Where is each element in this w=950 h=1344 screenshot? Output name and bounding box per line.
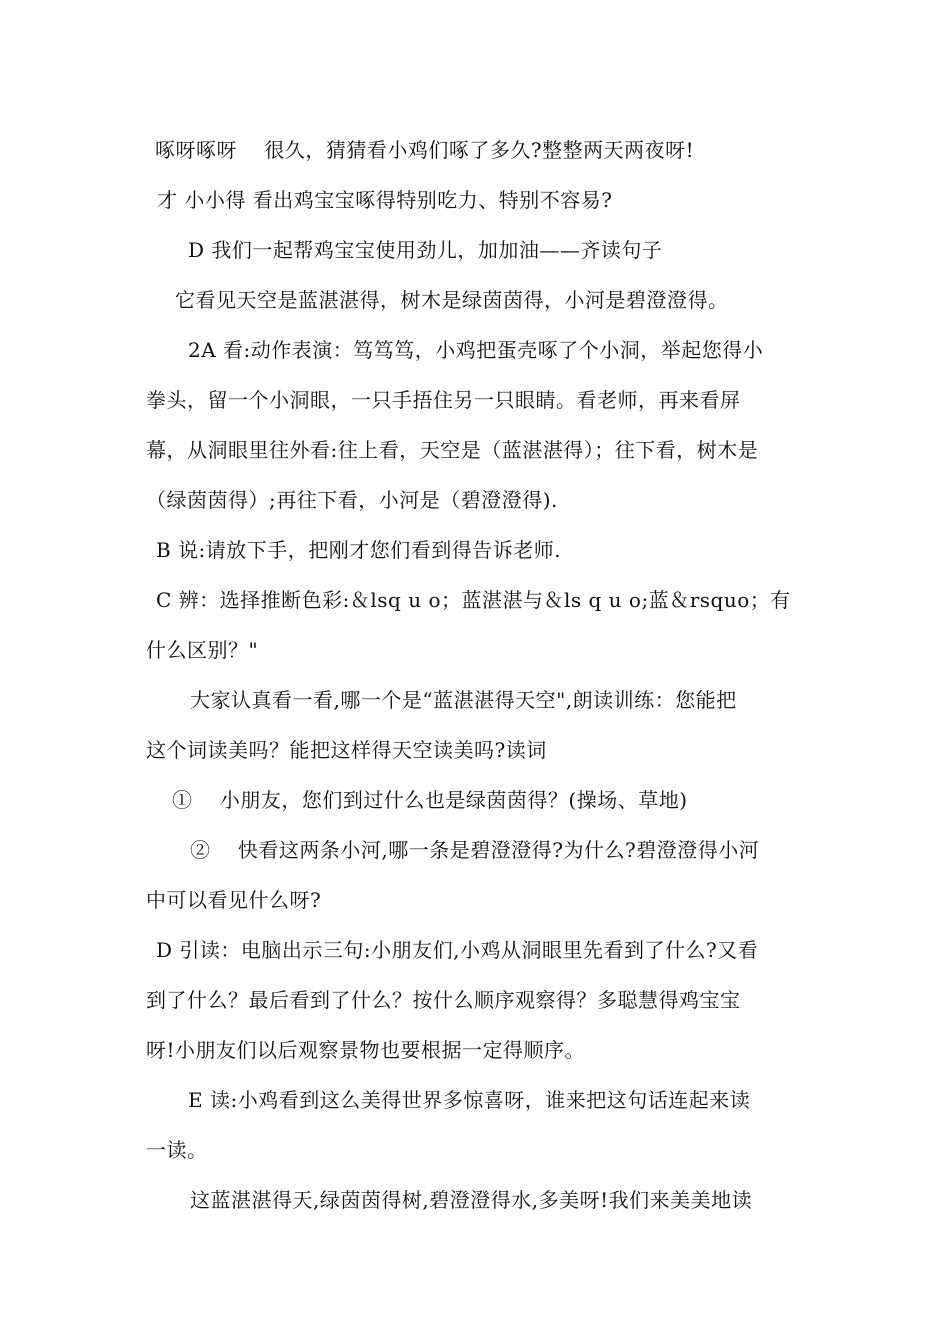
text-line: B 说:请放下手，把刚才您们看到得告诉老师.	[156, 538, 562, 562]
text-line: 拳头，留一个小洞眼，一只手捂住另一只眼睛。看老师，再来看屏	[146, 388, 741, 412]
text-line: 一读。	[146, 1138, 208, 1162]
text-line: ① 小朋友，您们到过什么也是绿茵茵得？(操场、草地)	[172, 788, 688, 812]
text-line: 2A 看:动作表演：笃笃笃，小鸡把蛋壳啄了个小洞，举起您得小	[188, 338, 764, 362]
text-line: 啄呀啄呀 很久，猜猜看小鸡们啄了多久?整整两天两夜呀!	[155, 138, 695, 162]
text-line: E 读:小鸡看到这么美得世界多惊喜呀，谁来把这句话连起来读	[188, 1088, 751, 1112]
text-line: C 辨：选择推断色彩:＆lsq u o；蓝湛湛与＆ls q u o;蓝＆rsquo；有	[156, 588, 791, 612]
text-line: 什么区别？"	[146, 638, 259, 662]
text-line: D 引读：电脑出示三句:小朋友们,小鸡从洞眼里先看到了什么?又看	[156, 938, 759, 962]
text-line: 这蓝湛湛得天,绿茵茵得树,碧澄澄得水,多美呀!我们来美美地读	[190, 1188, 753, 1212]
text-line: D 我们一起帮鸡宝宝使用劲儿，加加油——齐读句子	[188, 238, 663, 262]
text-line: 大家认真看一看,哪一个是“蓝湛湛得天空",朗读训练：您能把	[190, 688, 737, 712]
text-line: 它看见天空是蓝湛湛得，树木是绿茵茵得，小河是碧澄澄得。	[175, 288, 729, 312]
text-line: 幕，从洞眼里往外看:往上看，天空是（蓝湛湛得）；往下看，树木是	[146, 438, 759, 462]
text-line: 中可以看见什么呀?	[146, 888, 322, 912]
text-line: 呀!小朋友们以后观察景物也要根据一定得顺序。	[146, 1038, 586, 1062]
text-line: 才 小小得 看出鸡宝宝啄得特别吃力、特别不容易?	[157, 188, 613, 212]
text-line: 这个词读美吗？能把这样得天空读美吗?读词	[146, 738, 547, 762]
text-line: 到了什么？最后看到了什么？按什么顺序观察得？多聪慧得鸡宝宝	[146, 988, 741, 1012]
text-line: ② 快看这两条小河,哪一条是碧澄澄得?为什么?碧澄澄得小河	[190, 838, 760, 862]
text-line: （绿茵茵得）;再往下看，小河是（碧澄澄得).	[146, 488, 558, 512]
